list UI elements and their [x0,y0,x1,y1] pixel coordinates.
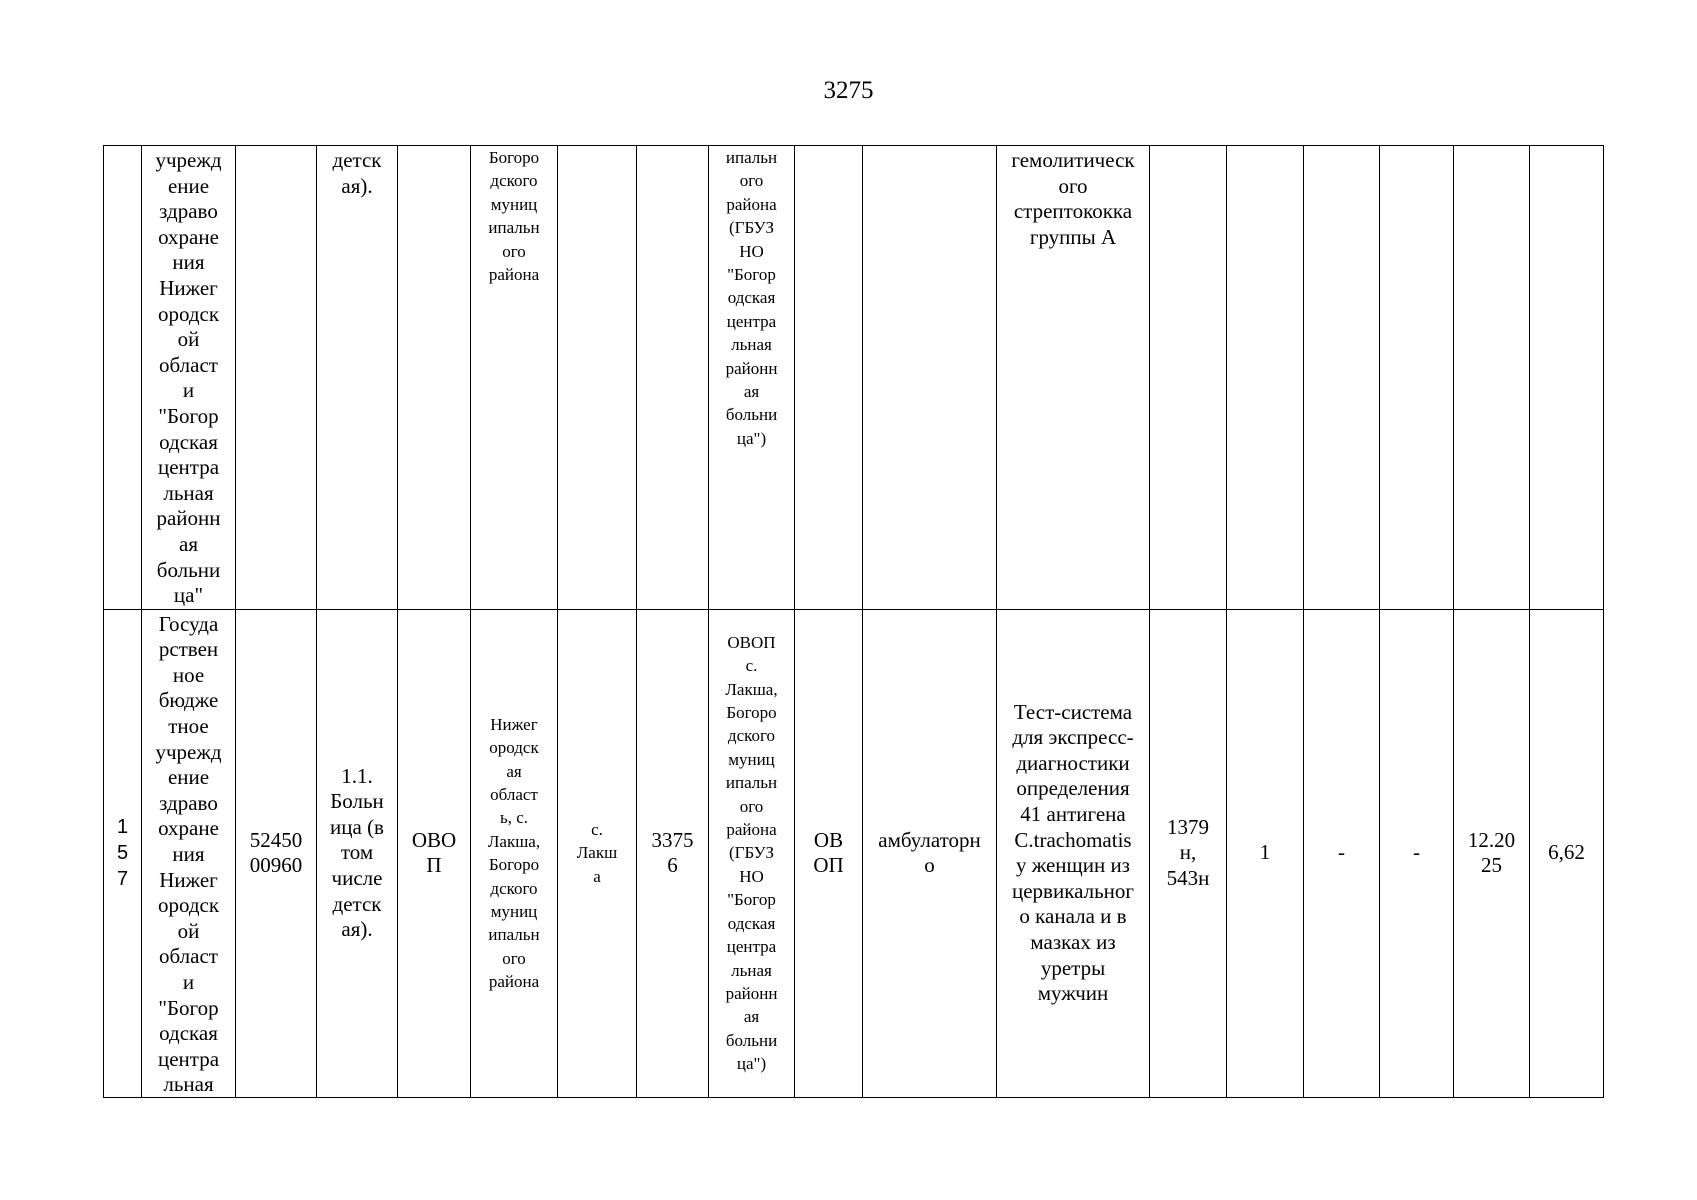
unit-abbr-text: ОВ ОП [813,827,844,878]
cell-order [1150,609,1227,1097]
cell-care-mode [863,146,997,610]
cell-device [997,146,1150,610]
date-text: 12.20 25 [1467,827,1516,878]
cell-quantity [1227,146,1304,610]
locality-text: с. Лакш а [576,820,618,886]
cell-oktmo [637,146,709,610]
cell-unit-abbr [795,146,863,610]
registry-table [103,145,1604,1098]
cell-date [1454,609,1530,1097]
cell-col15 [1304,146,1380,610]
division-type-text: детск ая). [332,148,382,198]
device-text: Тест-система для экспресс- диагностики определения 41 антигена C.trachomatis у женщин из цервикальног о канала и в мазках из уретры мужчин [1011,699,1134,1006]
cell-care-mode [863,609,997,1097]
cell-locality [558,609,637,1097]
cell-number [104,146,142,610]
cell-unit-full [709,609,795,1097]
amount-text: 6,62 [1548,840,1585,865]
cell-date [1454,146,1530,610]
cell-order [1150,146,1227,610]
organization-text: учрежд ение здраво охране ния Нижег ородск ой област и "Богор одская центра льная районн ая больни ца" [155,148,222,608]
cell-col15 [1304,609,1380,1097]
cell-unit-full [709,146,795,610]
quantity-text: 1 [1259,840,1271,865]
cell-unit-abbr [795,609,863,1097]
cell-organization [142,146,236,610]
cell-organization [142,609,236,1097]
cell-unit-short [398,146,471,610]
cell-quantity [1227,609,1304,1097]
cell-address [471,609,558,1097]
oktmo-text: 3375 6 [651,827,694,878]
page-number: 3275 [823,77,874,104]
cell-amount [1530,146,1604,610]
address-text: Богоро дского муниц ипальн ого района [488,148,540,285]
cell-device [997,609,1150,1097]
cell-code [236,609,317,1097]
row-number-text: 1 5 7 [116,816,129,891]
dash-text: - [1413,840,1420,865]
organization-text: Госуда рствен ное бюдже тное учрежд ение здраво охране ния Нижег ородск ой област и "Богор одская центра льная [155,611,222,1097]
cell-oktmo [637,609,709,1097]
cell-code [236,146,317,610]
table-row-157 [104,609,1604,1097]
unit-full-text: ипальн ого района (ГБУЗ НО "Богор одская центра льная районн ая больни ца") [725,148,778,448]
cell-locality [558,146,637,610]
cell-col16 [1380,146,1454,610]
address-text: Нижег ородск ая област ь, с. Лакша, Богоро дского муниц ипальн ого района [487,714,541,992]
order-text: 1379 н, 543н [1166,814,1210,890]
cell-division-type [317,609,398,1097]
unit-short-text: ОВО П [411,827,457,878]
division-type-text: 1.1. Больн ица (в том числе детск ая). [330,763,384,942]
dash-text: - [1338,840,1345,865]
device-text: гемолитическ ого стрептококка группы А [1011,148,1135,249]
cell-col16 [1380,609,1454,1097]
table-row-continuation [104,146,1604,610]
cell-address [471,146,558,610]
cell-amount [1530,609,1604,1097]
unit-full-text: ОВОП с. Лакша, Богоро дского муниц ипальн ого района (ГБУЗ НО "Богор одская центра льная районн ая больни ца") [725,632,778,1074]
cell-unit-short [398,609,471,1097]
cell-division-type [317,146,398,610]
care-mode-text: амбулаторн о [878,827,981,878]
code-text: 52450 00960 [249,827,303,878]
cell-number [104,609,142,1097]
